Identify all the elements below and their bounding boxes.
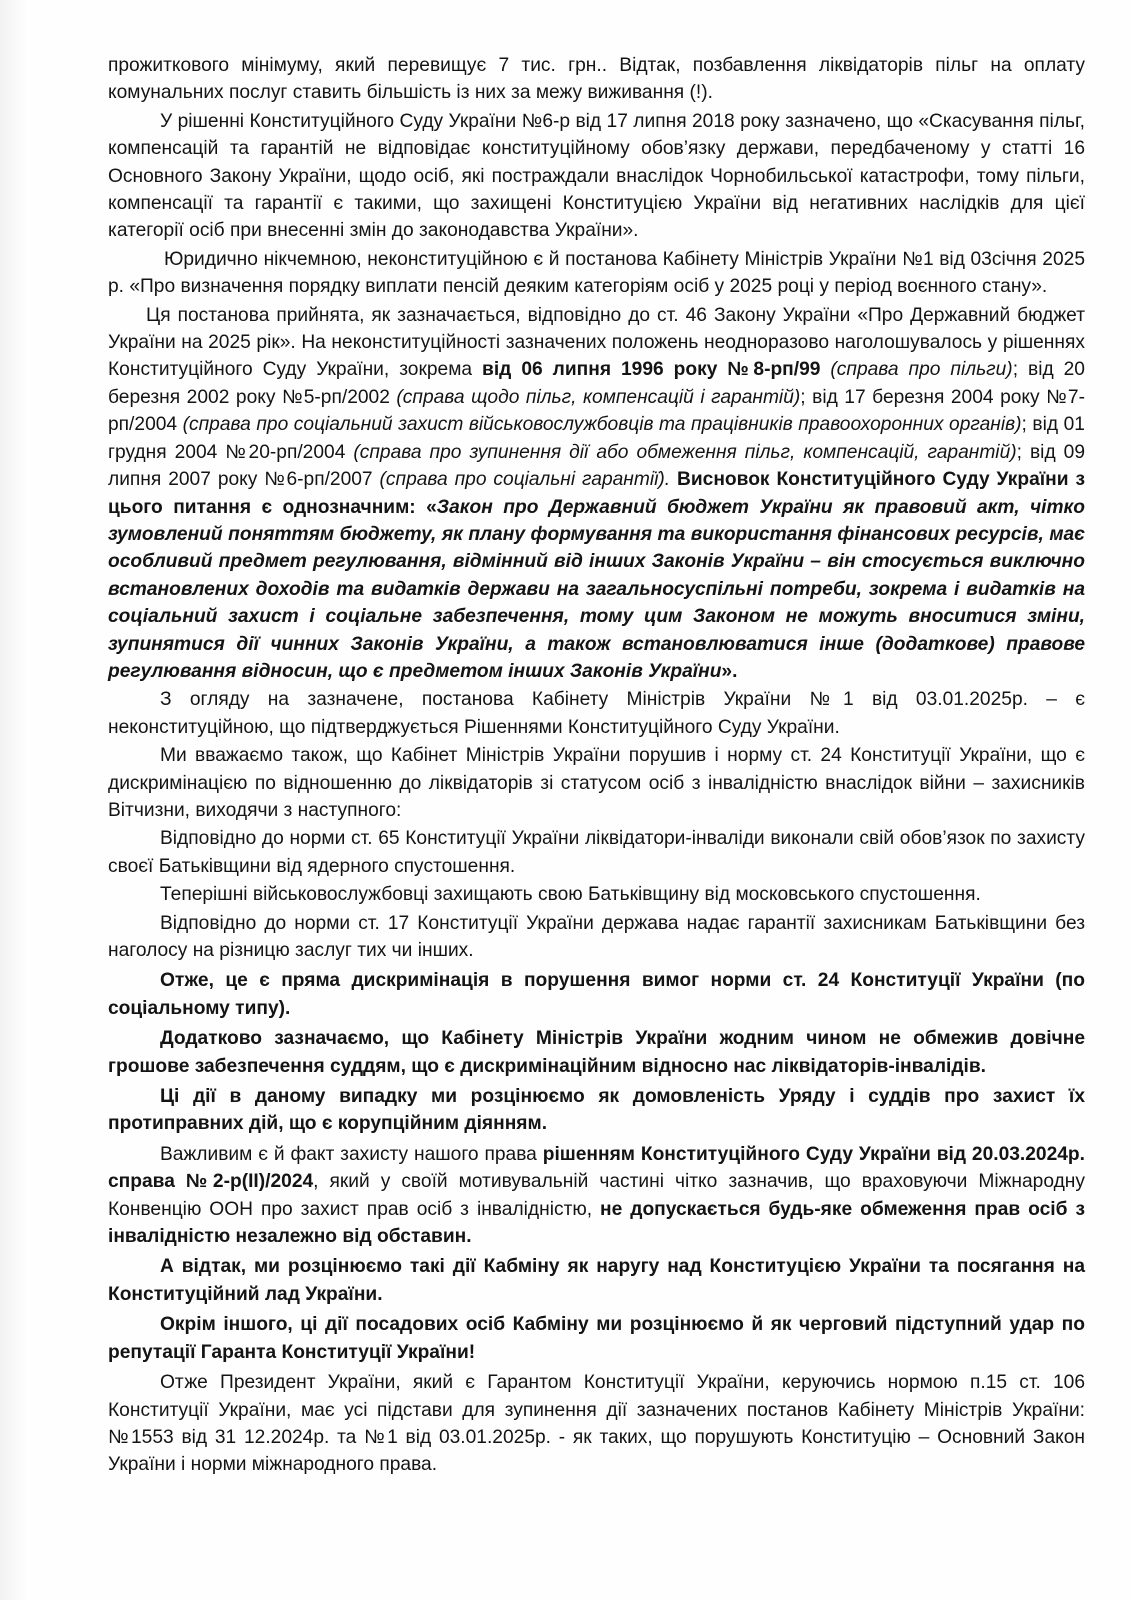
- p4-case-4: (справа про зупинення дії або обмеження пільг, компенсацій, гарантій): [353, 441, 1017, 463]
- paragraph-1: прожиткового мінімуму, який перевищує 7 тис. грн.. Відтак, позбавлення ліквідаторів пільг на оплату комунальних послуг ставить більшість із них за межу виживання (!).: [108, 55, 1085, 104]
- paragraph-7: Відповідно до норми ст. 65 Конституції України ліквідатори-інваліди виконали свій обов’язок по захисту своєї Батьківщини від ядерного спустошення.: [108, 828, 1085, 877]
- paragraph-2: У рішенні Конституційного Суду України №6-р від 17 липня 2018 року зазначено, що «Скасування пільг, компенсацій та гарантій не відповідає конституційному обов’язку держави, передбаченому у статті 16 Основного Закону України, щодо осіб, які постраждали внаслідок Чорнобильської катастрофи, тому пільги, компенсації та гарантії є такими, що захищені Конституцією України від негативних наслідків для цієї категорії осіб при внесенні змін до законодавства України».: [108, 110, 1085, 242]
- p4-ruling-2002: ; від 20 березня 2002 року №5-рп/2002: [108, 359, 1085, 408]
- p4-ruling-1996: від 06 липня 1996 року №8-рп/99: [482, 359, 821, 381]
- p4-case-1: (справа про пільги): [820, 359, 1013, 381]
- p4-conclusion-quote: Закон про Державний бюджет України як правовий акт, чітко зумовлений поняттям бюджету, як плану формування та використання фінансових ресурсів, має особливий предмет регулювання, відмінний від інших Законів України – він стосується виключно встановлених доходів та видатків держави на загальносуспільні потреби, зокрема і видатків на соціальний захист і соціальне забезпечення, тому цим Законом не можуть вноситися зміни, зупинятися дії чинних Законів України, а також встановлюватися інше (додаткове) правове регулювання відносин, що є предметом інших Законів України: [108, 496, 1085, 682]
- paragraph-11: Додатково зазначаємо, що Кабінету Міністрів України жодним чином не обмежив довічне грошове забезпечення суддям, що є дискримінаційним відносно нас ліквідаторів-інвалідів.: [108, 1028, 1085, 1077]
- p4-ruling-2007: ; від 09 липня 2007 року №6-рп/2007: [108, 441, 1085, 491]
- paragraph-15: Окрім іншого, ці дії посадових осіб Кабміну ми розцінюємо й як черговий підступний удар по репутації Гаранта Конституції України!: [108, 1314, 1085, 1363]
- p4-case-3: (справа про соціальний захист військовослужбовців та працівників правоохоронних органів): [182, 414, 1022, 436]
- paragraph-16: Отже Президент України, який є Гарантом Конституції України, керуючись нормою п.15 ст. 106 Конституції України, має усі підстави для зупинення дії зазначених постанов Кабінету Міністрів України: №1553 від 31 12.2024р. та №1 від 03.01.2025р. - як таких, що порушують Конституцію – Основний Закон України і норми міжнародного права.: [108, 1372, 1085, 1476]
- p4-case-5: (справа про соціальні гарантії).: [379, 469, 671, 491]
- p4-conclusion-end: ».: [721, 660, 738, 682]
- paragraph-5: З огляду на зазначене, постанова Кабінету Міністрів України №1 від 03.01.2025р. – є неконституційною, що підтверджується Рішеннями Конституційного Суду України.: [108, 689, 1085, 738]
- p4-ruling-2004b: ; від 01 грудня 2004 №20-рп/2004: [108, 414, 1085, 463]
- paragraph-4: [108, 302, 1085, 686]
- paragraph-12: Ці дії в даному випадку ми розцінюємо як домовленість Уряду і суддів про захист їх протиправних дій, що є корупційним діянням.: [108, 1086, 1085, 1135]
- paragraph-13: [108, 1141, 1085, 1251]
- paragraph-8: Теперішні військовослужбовці захищають свою Батьківщину від московського спустошення.: [160, 884, 981, 906]
- p13-text-1: Важливим є й факт захисту нашого права: [160, 1143, 543, 1165]
- p13-text-2: , який у своїй мотивувальній частині чітко зазначив, що враховуючи Міжнародну Конвенцію ООН про захист прав осіб з інвалідністю,: [108, 1171, 1085, 1220]
- p4-case-2: (справа щодо пільг, компенсацій і гарантій): [396, 386, 801, 408]
- paragraph-3: Юридично нікчемною, неконституційною є й постанова Кабінету Міністрів України №1 від 03січня 2025 р. «Про визначення порядку виплати пенсій деяким категоріям осіб у 2025 році у період воєнного стану».: [108, 248, 1085, 298]
- paragraph-9: Відповідно до норми ст. 17 Конституції України держава надає гарантії захисникам Батьківщини без наголосу на різницю заслуг тих чи інших.: [108, 912, 1085, 961]
- paragraph-6: Ми вважаємо також, що Кабінет Міністрів України порушив і норму ст. 24 Конституції України, що є дискримінацією по відношенню до ліквідаторів зі статусом осіб з інвалідністю внаслідок війни – захисників Вітчизни, виходячи з наступного:: [108, 745, 1085, 821]
- paragraph-10: Отже, це є пряма дискримінація в порушення вимог норми ст. 24 Конституції України (по соціальному типу).: [108, 970, 1085, 1019]
- p4-ruling-2004a: ; від 17 березня 2004 року №7-рп/2004: [108, 386, 1085, 436]
- paragraph-14: А відтак, ми розцінюємо такі дії Кабміну як наругу над Конституцією України та посягання на Конституційний лад України.: [108, 1256, 1085, 1305]
- p4-text-1: Ця постанова прийнята, як зазначається, відповідно до ст. 46 Закону України «Про Державний бюджет України на 2025 рік». На неконституційності зазначених положень неодноразово наголошувалось у рішеннях Конституційного Суду України, зокрема: [108, 304, 1085, 381]
- p4-conclusion-intro: Висновок Конституційного Суду України з цього питання є однозначним: «: [108, 469, 1085, 518]
- p13-ruling-2024: рішенням Конституційного Суду України від 20.03.2024р. справа №2-р(II)/2024: [108, 1143, 1085, 1193]
- p13-conclusion: не допускається будь-яке обмеження прав осіб з інвалідністю незалежно від обставин.: [108, 1198, 1085, 1248]
